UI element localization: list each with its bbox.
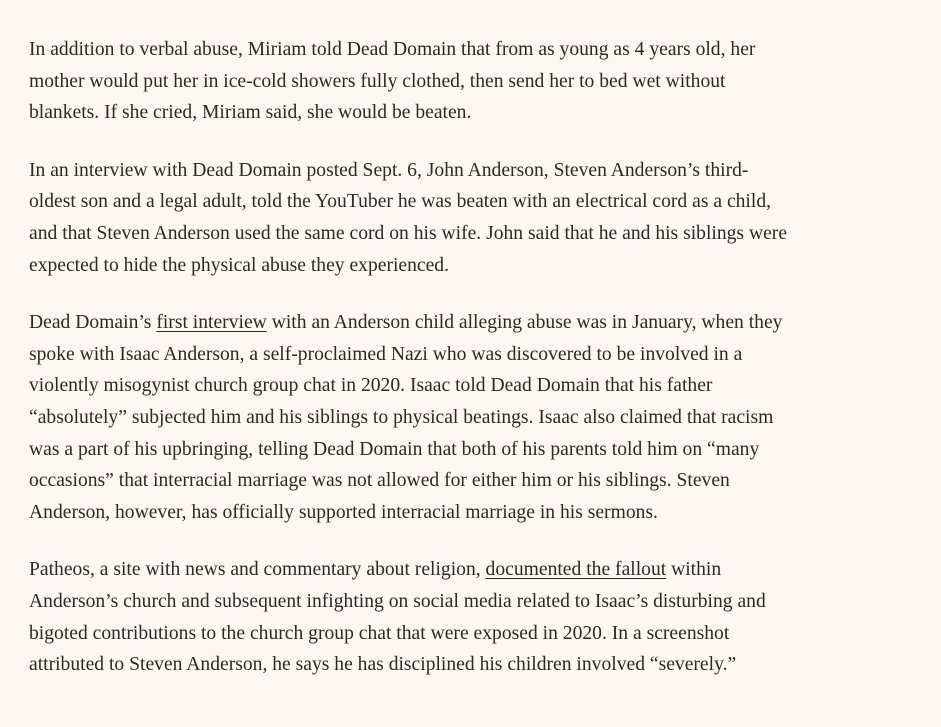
- text-segment: with an Anderson child alleging abuse was in January, when they: [266, 312, 783, 334]
- first-interview-link[interactable]: first interview: [156, 312, 267, 334]
- text-line: “absolutely” subjected him and his siblings to physical beatings. Isaac also claimed that racism: [29, 406, 774, 428]
- documented-the-fallout-link[interactable]: documented the fallout: [485, 559, 667, 581]
- text-line: Anderson, however, has officially supported interracial marriage in his sermons.: [29, 501, 658, 523]
- text-line: [29, 554, 912, 586]
- text-segment: Patheos, a site with news and commentary about religion,: [29, 559, 486, 581]
- text-line: blankets. If she cried, Miriam said, she would be beaten.: [29, 102, 472, 124]
- text-segment: Dead Domain’s: [29, 312, 157, 334]
- paragraph-patheos-fallout: [29, 554, 912, 680]
- text-line: mother would put her in ice-cold showers fully clothed, then send her to bed wet without: [29, 70, 726, 92]
- text-line: bigoted contributions to the church group chat that were exposed in 2020. In a screenshot: [29, 622, 730, 644]
- text-line: In addition to verbal abuse, Miriam told Dead Domain that from as young as 4 years old, her: [29, 39, 756, 60]
- text-line: occasions” that interracial marriage was not allowed for either him or his siblings. Steven: [29, 470, 730, 492]
- text-line: and that Steven Anderson used the same cord on his wife. John said that he and his siblings were: [29, 222, 788, 244]
- text-line: violently misogynist church group chat in 2020. Isaac told Dead Domain that his father: [29, 375, 713, 397]
- text-line: oldest son and a legal adult, told the YouTuber he was beaten with an electrical cord as a child,: [29, 191, 772, 213]
- text-line: expected to hide the physical abuse they experienced.: [29, 254, 450, 276]
- paragraph-isaac-interview: [29, 307, 912, 528]
- paragraph-miriam-abuse: [29, 34, 912, 129]
- text-line: was a part of his upbringing, telling Dead Domain that both of his parents told him on “many: [29, 438, 760, 460]
- text-segment: within: [666, 559, 722, 581]
- paragraph-john-interview: [29, 155, 912, 281]
- text-line: Anderson’s church and subsequent infighting on social media related to Isaac’s disturbing and: [29, 590, 766, 612]
- text-line: [29, 307, 912, 339]
- text-line: spoke with Isaac Anderson, a self-proclaimed Nazi who was discovered to be involved in a: [29, 343, 743, 365]
- text-line: attributed to Steven Anderson, he says he has disciplined his children involved “severely.”: [29, 654, 737, 676]
- text-line: In an interview with Dead Domain posted Sept. 6, John Anderson, Steven Anderson’s third-: [29, 159, 749, 181]
